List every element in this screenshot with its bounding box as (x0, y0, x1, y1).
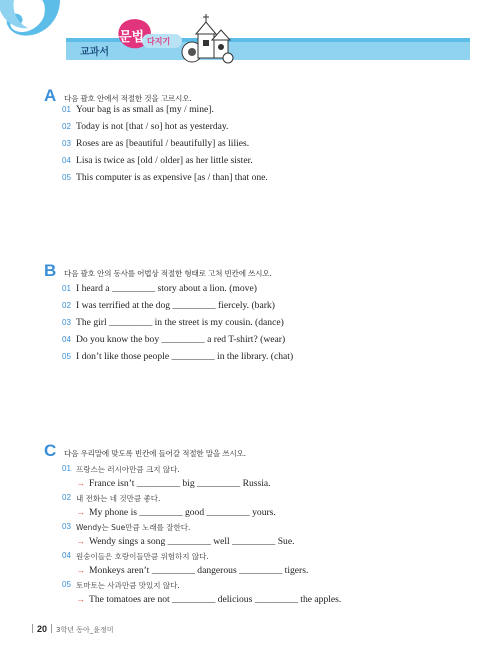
question-text: Lisa is twice as [old / older] as her little sister. (76, 155, 253, 166)
section-letter: A (44, 86, 57, 105)
answer-sentence: France isn’t _________ big _________ Russia. (89, 478, 271, 489)
answer-sentence: My phone is _________ good _________ yours. (89, 507, 276, 518)
korean-prompt: 원숭이들은 호랑이들만큼 위험하지 않다. (76, 552, 209, 561)
arrow-icon: → (76, 565, 85, 575)
section-letter: C (44, 441, 57, 460)
question-text: Today is not [that / so] hot as yesterday. (76, 121, 229, 132)
korean-prompt: 토마토는 사과만큼 맛있지 않다. (76, 581, 180, 590)
section-instruction: 다음 괄호 안의 동사를 어법상 적절한 형태로 고쳐 빈칸에 쓰시오. (64, 269, 272, 278)
footer-text: 3학년 동아_윤정미 (56, 626, 114, 634)
question-text: Roses are as [beautiful / beautifully] as lilies. (76, 138, 250, 149)
question-text: This computer is as expensive [as / than] that one. (76, 172, 268, 183)
question-number: 01 (62, 105, 71, 114)
answer-sentence: Wendy sings a song _________ well _________ Sue. (89, 536, 295, 547)
answer-sentence: The tomatoes are not _________ delicious _________ the apples. (89, 594, 342, 605)
arrow-icon: → (76, 594, 85, 604)
section-instruction: 다음 우리말에 맞도록 빈칸에 들어갈 적절한 말을 쓰시오. (64, 449, 246, 458)
page-number: 20 (37, 624, 48, 634)
question-number: 04 (62, 335, 71, 344)
question-number: 02 (62, 122, 71, 131)
brand-text: 교과서 (80, 47, 109, 58)
question-text: I was terrified at the dog _________ fiercely. (bark) (76, 300, 275, 311)
korean-prompt: Wendy는 Sue만큼 노래를 잘한다. (76, 523, 191, 532)
page-footer (28, 624, 114, 635)
arrow-icon: → (76, 478, 85, 488)
question-text: The girl _________ in the street is my cousin. (dance) (76, 317, 284, 328)
section-letter: B (44, 261, 57, 280)
arrow-icon: → (76, 536, 85, 546)
banner-graphic (0, 0, 500, 75)
section-instruction: 다음 괄호 안에서 적절한 것을 고르시오. (64, 94, 192, 103)
question-number: 02 (62, 301, 71, 310)
korean-prompt: 내 전화는 네 것만큼 좋다. (76, 494, 161, 503)
question-number: 02 (62, 493, 71, 502)
footer-divider (51, 624, 52, 633)
answer-sentence: Monkeys aren’t _________ dangerous _________ tigers. (89, 565, 309, 576)
badge-sub-text: 다지기 (147, 37, 171, 46)
question-number: 01 (62, 464, 71, 473)
question-number: 03 (62, 139, 71, 148)
header-banner (0, 0, 500, 75)
question-number: 03 (62, 318, 71, 327)
arrow-icon: → (76, 507, 85, 517)
badge-main-text: 문법 (119, 30, 145, 45)
question-number: 05 (62, 352, 71, 361)
question-number: 04 (62, 156, 71, 165)
question-number: 05 (62, 173, 71, 182)
korean-prompt: 프랑스는 러시아만큼 크지 않다. (76, 465, 180, 474)
footer-divider (32, 624, 33, 633)
question-text: I don’t like those people _________ in the library. (chat) (76, 351, 294, 362)
question-number: 04 (62, 551, 71, 560)
question-text: Do you know the boy _________ a red T-shirt? (wear) (76, 334, 286, 345)
question-text: I heard a _________ story about a lion. (move) (76, 283, 257, 294)
question-number: 03 (62, 522, 71, 531)
question-number: 01 (62, 284, 71, 293)
question-number: 05 (62, 580, 71, 589)
question-text: Your bag is as small as [my / mine]. (76, 104, 214, 115)
